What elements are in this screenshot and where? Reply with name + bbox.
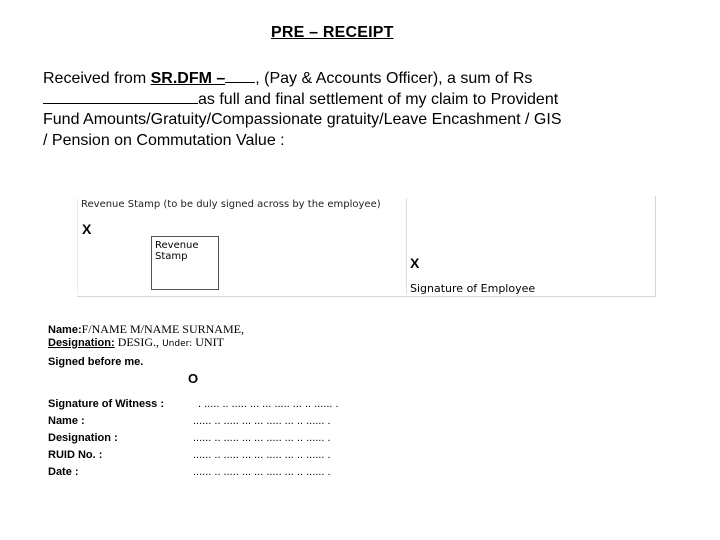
witness-name-dots: ...... .. ..... ... ... ..... ... .. ...... . — [193, 415, 331, 427]
receipt-line-1 — [43, 67, 683, 88]
circle-mark: O — [188, 371, 199, 386]
witness-signature-row — [48, 398, 339, 410]
receipt-line-3: Fund Amounts/Gratuity/Compassionate gratuity/Leave Encashment / GIS — [43, 111, 562, 128]
witness-designation-row — [48, 432, 331, 444]
witness-ruid-row — [48, 449, 331, 461]
witness-designation-dots: ...... .. ..... ... ... ..... ... .. ...... . — [193, 432, 331, 444]
amount-blank — [43, 88, 198, 104]
employee-sign-mark: X — [82, 221, 92, 237]
officer-name: SR.DFM – — [150, 70, 226, 87]
under-label: Under: — [162, 339, 193, 349]
receipt-paragraph — [43, 67, 683, 151]
received-from-text: Received from — [43, 70, 151, 87]
receipt-line-4: / Pension on Commutation Value : — [43, 132, 285, 149]
name-value: F/NAME M/NAME SURNAME, — [81, 322, 244, 336]
section-left-border — [77, 198, 78, 294]
signature-mark: X — [410, 255, 420, 271]
witness-ruid-label: RUID No. : — [48, 449, 103, 461]
section-divider — [406, 198, 407, 294]
signature-of-employee-label: Signature of Employee — [410, 282, 536, 295]
witness-name-row — [48, 415, 331, 427]
witness-date-label: Date : — [48, 466, 79, 478]
page-title: PRE – RECEIPT — [271, 24, 394, 41]
revenue-stamp-section — [77, 196, 656, 297]
witness-date-row — [48, 466, 331, 478]
receipt-line-2 — [43, 88, 683, 109]
officer-blank — [225, 67, 255, 83]
designation-value: DESIG., — [117, 335, 160, 349]
designation-label: Designation: — [48, 337, 115, 349]
witness-designation-label: Designation : — [48, 432, 118, 444]
revenue-stamp-label: Revenue Stamp — [155, 240, 199, 262]
witness-name-label: Name : — [48, 415, 85, 427]
signed-before-me: Signed before me. — [48, 356, 144, 368]
witness-signature-dots: . ..... .. ..... ... ... ..... ... .. ...... . — [198, 398, 339, 410]
witness-signature-label: Signature of Witness : — [48, 398, 165, 410]
revenue-stamp-note: Revenue Stamp (to be duly signed across by the employee) — [81, 199, 381, 210]
witness-ruid-dots: ...... .. ..... ... ... ..... ... .. ...... . — [193, 449, 331, 461]
under-value: UNIT — [195, 335, 224, 349]
name-label: Name: — [48, 324, 82, 336]
witness-date-dots: ...... .. ..... ... ... ..... ... .. ...... . — [193, 466, 331, 478]
pay-accounts-text: , (Pay & Accounts Officer), a sum of Rs — [255, 70, 533, 87]
settlement-text: as full and final settlement of my claim to Provident — [198, 91, 559, 108]
revenue-stamp-box — [151, 236, 219, 290]
employee-designation-line — [48, 335, 224, 350]
